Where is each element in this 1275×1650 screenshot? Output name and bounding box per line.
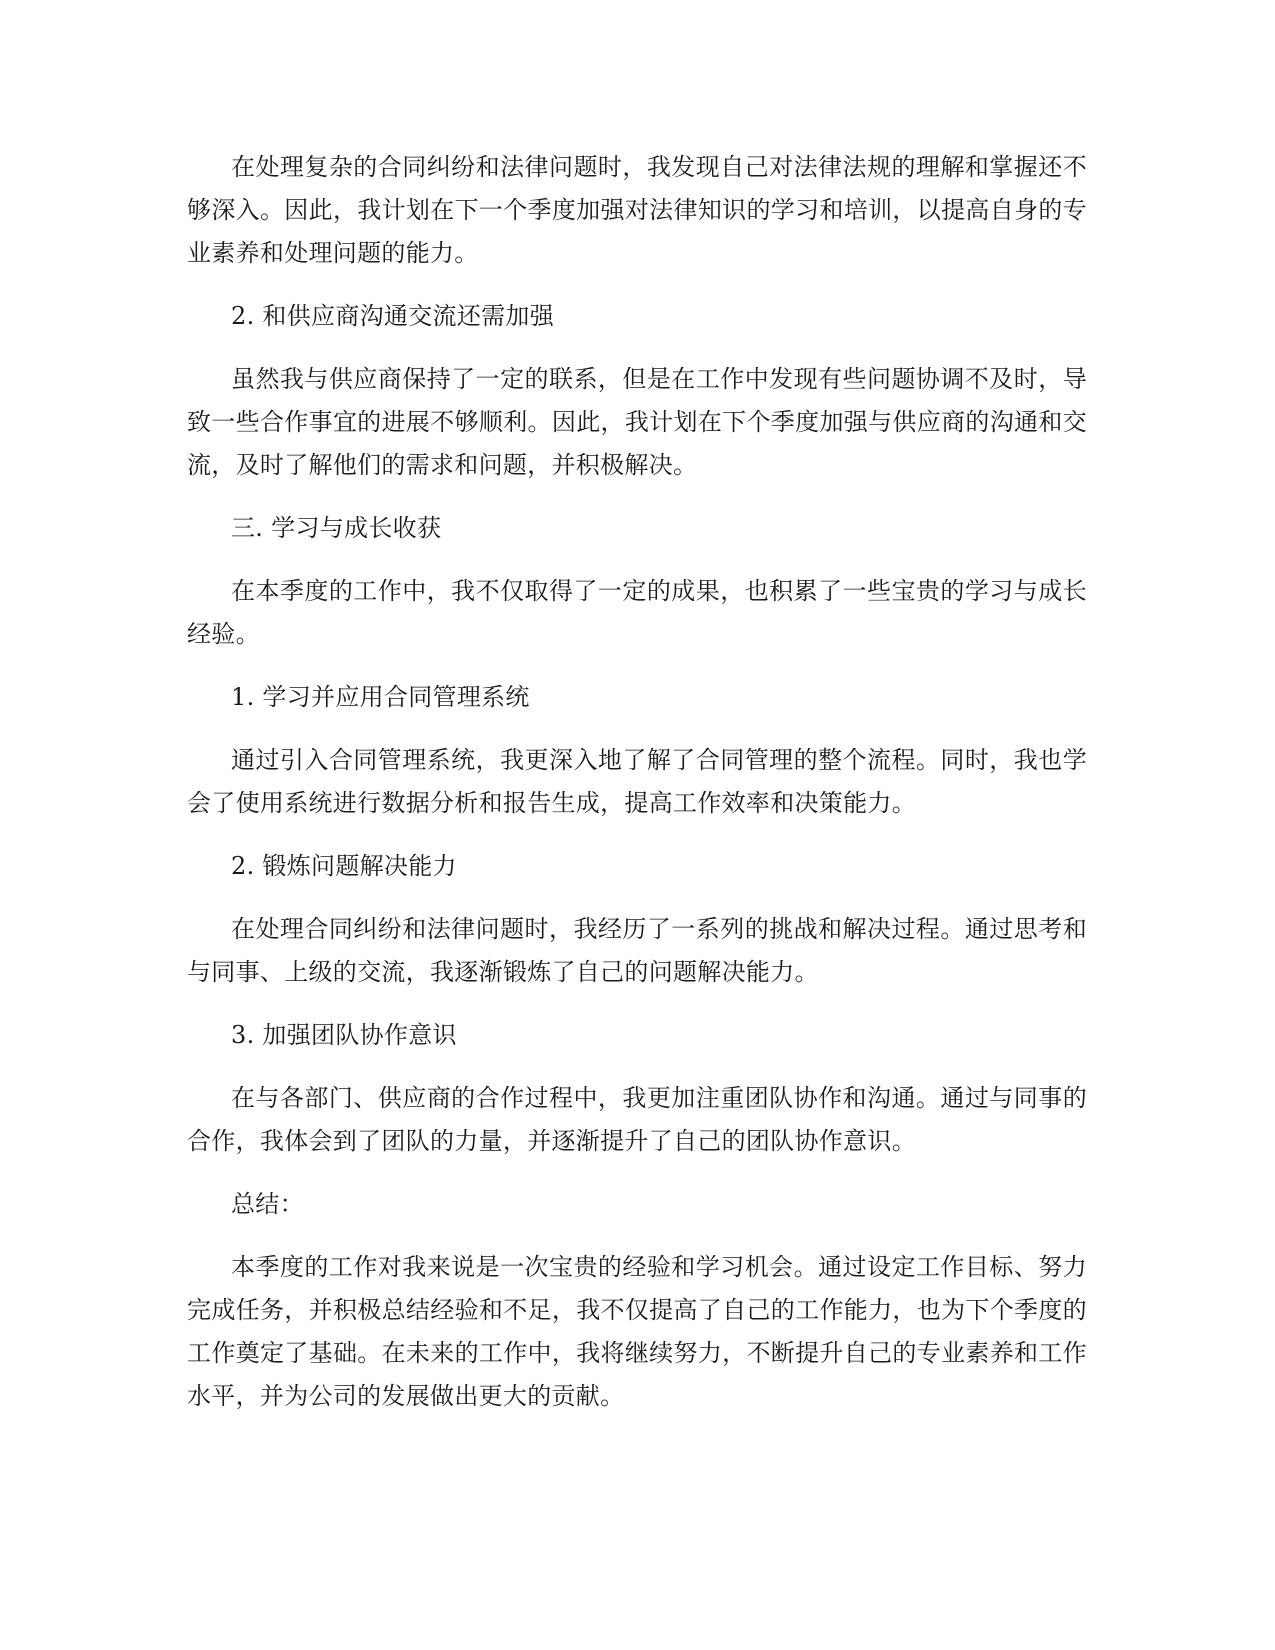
heading-problem-solving: 2. 锻炼问题解决能力 — [231, 852, 457, 880]
heading-teamwork: 3. 加强团队协作意识 — [231, 1021, 457, 1049]
paragraph-summary: 本季度的工作对我来说是一次宝贵的经验和学习机会。通过设定工作目标、努力完成任务，并积极总结经验和不足，我不仅提高了自己的工作能力，也为下个季度的工作奠定了基础。在未来的工作中，我将继续努力，不断提升自己的专业素养和工作水平，并为公司的发展做出更大的贡献。 — [187, 1253, 1087, 1410]
heading-contract-system: 1. 学习并应用合同管理系统 — [231, 683, 530, 711]
heading-summary: 总结： — [231, 1190, 304, 1218]
paragraph-legal-knowledge: 在处理复杂的合同纠纷和法律问题时，我发现自己对法律法规的理解和掌握还不够深入。因此，我计划在下一个季度加强对法律知识的学习和培训，以提高自身的专业素养和处理问题的能力。 — [187, 153, 1087, 267]
heading-learning-growth: 三. 学习与成长收获 — [231, 514, 442, 542]
heading-supplier-communication: 2. 和供应商沟通交流还需加强 — [231, 302, 555, 330]
paragraph-teamwork: 在与各部门、供应商的合作过程中，我更加注重团队协作和沟通。通过与同事的合作，我体会到了团队的力量，并逐渐提升了自己的团队协作意识。 — [187, 1084, 1087, 1155]
paragraph-supplier-communication: 虽然我与供应商保持了一定的联系，但是在工作中发现有些问题协调不及时，导致一些合作事宜的进展不够顺利。因此，我计划在下个季度加强与供应商的沟通和交流，及时了解他们的需求和问题，并积极解决。 — [187, 365, 1087, 479]
document-body — [187, 146, 1087, 1438]
paragraph-contract-system: 通过引入合同管理系统，我更深入地了解了合同管理的整个流程。同时，我也学会了使用系统进行数据分析和报告生成，提高工作效率和决策能力。 — [187, 746, 1087, 817]
paragraph-problem-solving: 在处理合同纠纷和法律问题时，我经历了一系列的挑战和解决过程。通过思考和与同事、上级的交流，我逐渐锻炼了自己的问题解决能力。 — [187, 915, 1087, 986]
paragraph-learning-growth: 在本季度的工作中，我不仅取得了一定的成果，也积累了一些宝贵的学习与成长经验。 — [187, 577, 1087, 648]
